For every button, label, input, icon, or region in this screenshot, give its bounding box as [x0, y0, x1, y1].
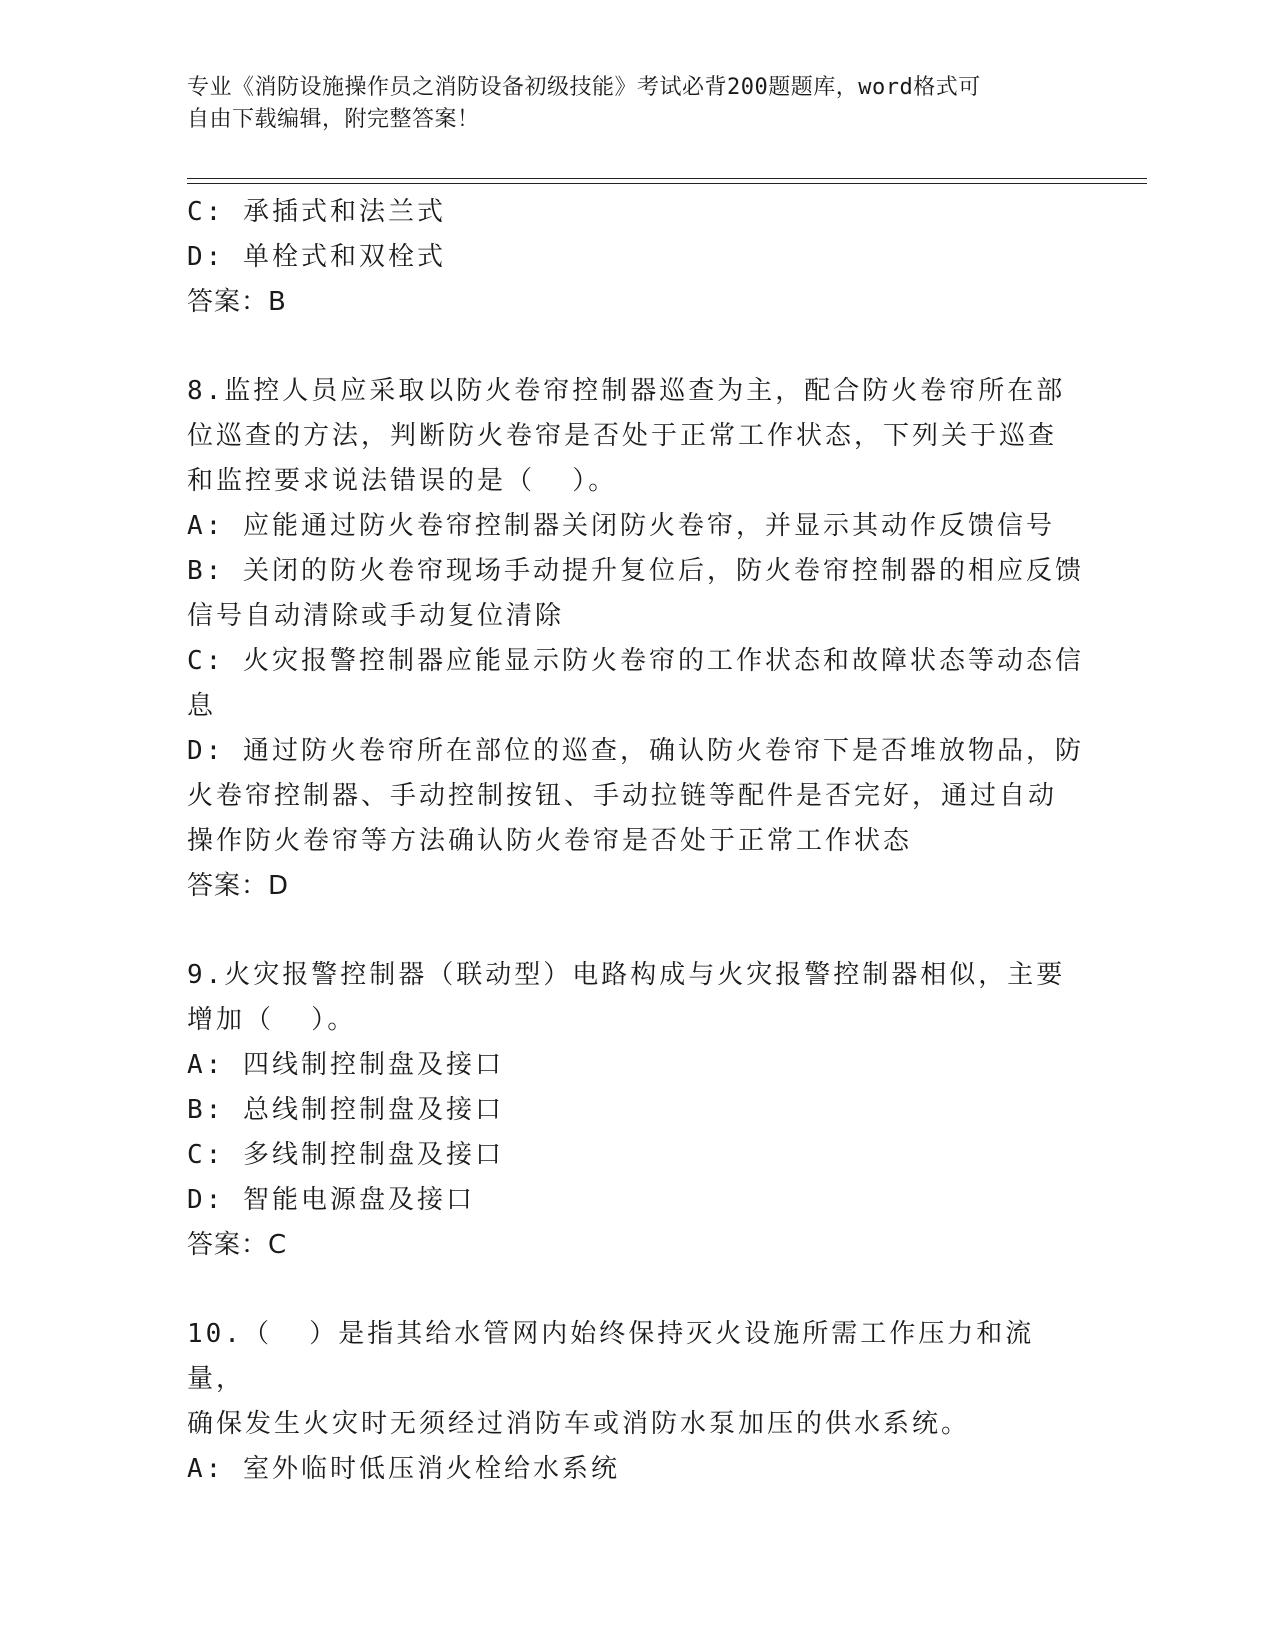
option-d-continued: 操作防火卷帘等方法确认防火卷帘是否处于正常工作状态	[187, 826, 913, 856]
answer-line: 答案：D	[187, 871, 290, 901]
question-7-tail	[187, 190, 1087, 325]
option-b-continued: 信号自动清除或手动复位清除	[187, 601, 565, 631]
option-c: C: 火灾报警控制器应能显示防火卷帘的工作状态和故障状态等动态信	[187, 646, 1084, 676]
question-stem: 增加（ ）。	[187, 1005, 357, 1035]
option-d: D: 单栓式和双栓式	[187, 242, 446, 272]
option-c-continued: 息	[187, 691, 217, 721]
header-divider-bottom	[187, 183, 1147, 184]
option-d-continued: 火卷帘控制器、手动控制按钮、手动拉链等配件是否完好，通过自动	[187, 781, 1058, 811]
option-b: B: 总线制控制盘及接口	[187, 1095, 504, 1125]
question-9	[187, 953, 1087, 1268]
question-stem: 9.火灾报警控制器（联动型）电路构成与火灾报警控制器相似，主要	[187, 960, 1066, 990]
spacer	[187, 1268, 1087, 1312]
header-title-line-2: 自由下载编辑，附完整答案！	[187, 107, 480, 132]
question-stem: 8.监控人员应采取以防火卷帘控制器巡查为主，配合防火卷帘所在部	[187, 376, 1066, 406]
question-stem: 10.（ ）是指其给水管网内始终保持灭火设施所需工作压力和流量，	[187, 1319, 1035, 1394]
question-stem: 和监控要求说法错误的是（ ）。	[187, 466, 618, 496]
answer-line: 答案：B	[187, 287, 287, 317]
question-stem: 位巡查的方法，判断防火卷帘是否处于正常工作状态，下列关于巡查	[187, 421, 1058, 451]
option-b: B: 关闭的防火卷帘现场手动提升复位后，防火卷帘控制器的相应反馈	[187, 556, 1084, 586]
document-header	[187, 72, 1067, 136]
header-title-line-1: 专业《消防设施操作员之消防设备初级技能》考试必背200题题库，word格式可	[187, 75, 981, 100]
question-10	[187, 1312, 1087, 1492]
spacer	[187, 909, 1087, 953]
option-a: A: 应能通过防火卷帘控制器关闭防火卷帘，并显示其动作反馈信号	[187, 511, 1055, 541]
question-stem: 确保发生火灾时无须经过消防车或消防水泵加压的供水系统。	[187, 1409, 971, 1439]
header-divider-top	[187, 178, 1147, 179]
spacer	[187, 325, 1087, 369]
option-d: D: 通过防火卷帘所在部位的巡查，确认防火卷帘下是否堆放物品，防	[187, 736, 1084, 766]
answer-line: 答案：C	[187, 1230, 288, 1260]
option-c: C: 承插式和法兰式	[187, 197, 446, 227]
question-8	[187, 369, 1087, 909]
option-a: A: 四线制控制盘及接口	[187, 1050, 504, 1080]
option-d: D: 智能电源盘及接口	[187, 1185, 475, 1215]
option-a: A: 室外临时低压消火栓给水系统	[187, 1454, 620, 1484]
question-content	[187, 190, 1087, 1492]
option-c: C: 多线制控制盘及接口	[187, 1140, 504, 1170]
